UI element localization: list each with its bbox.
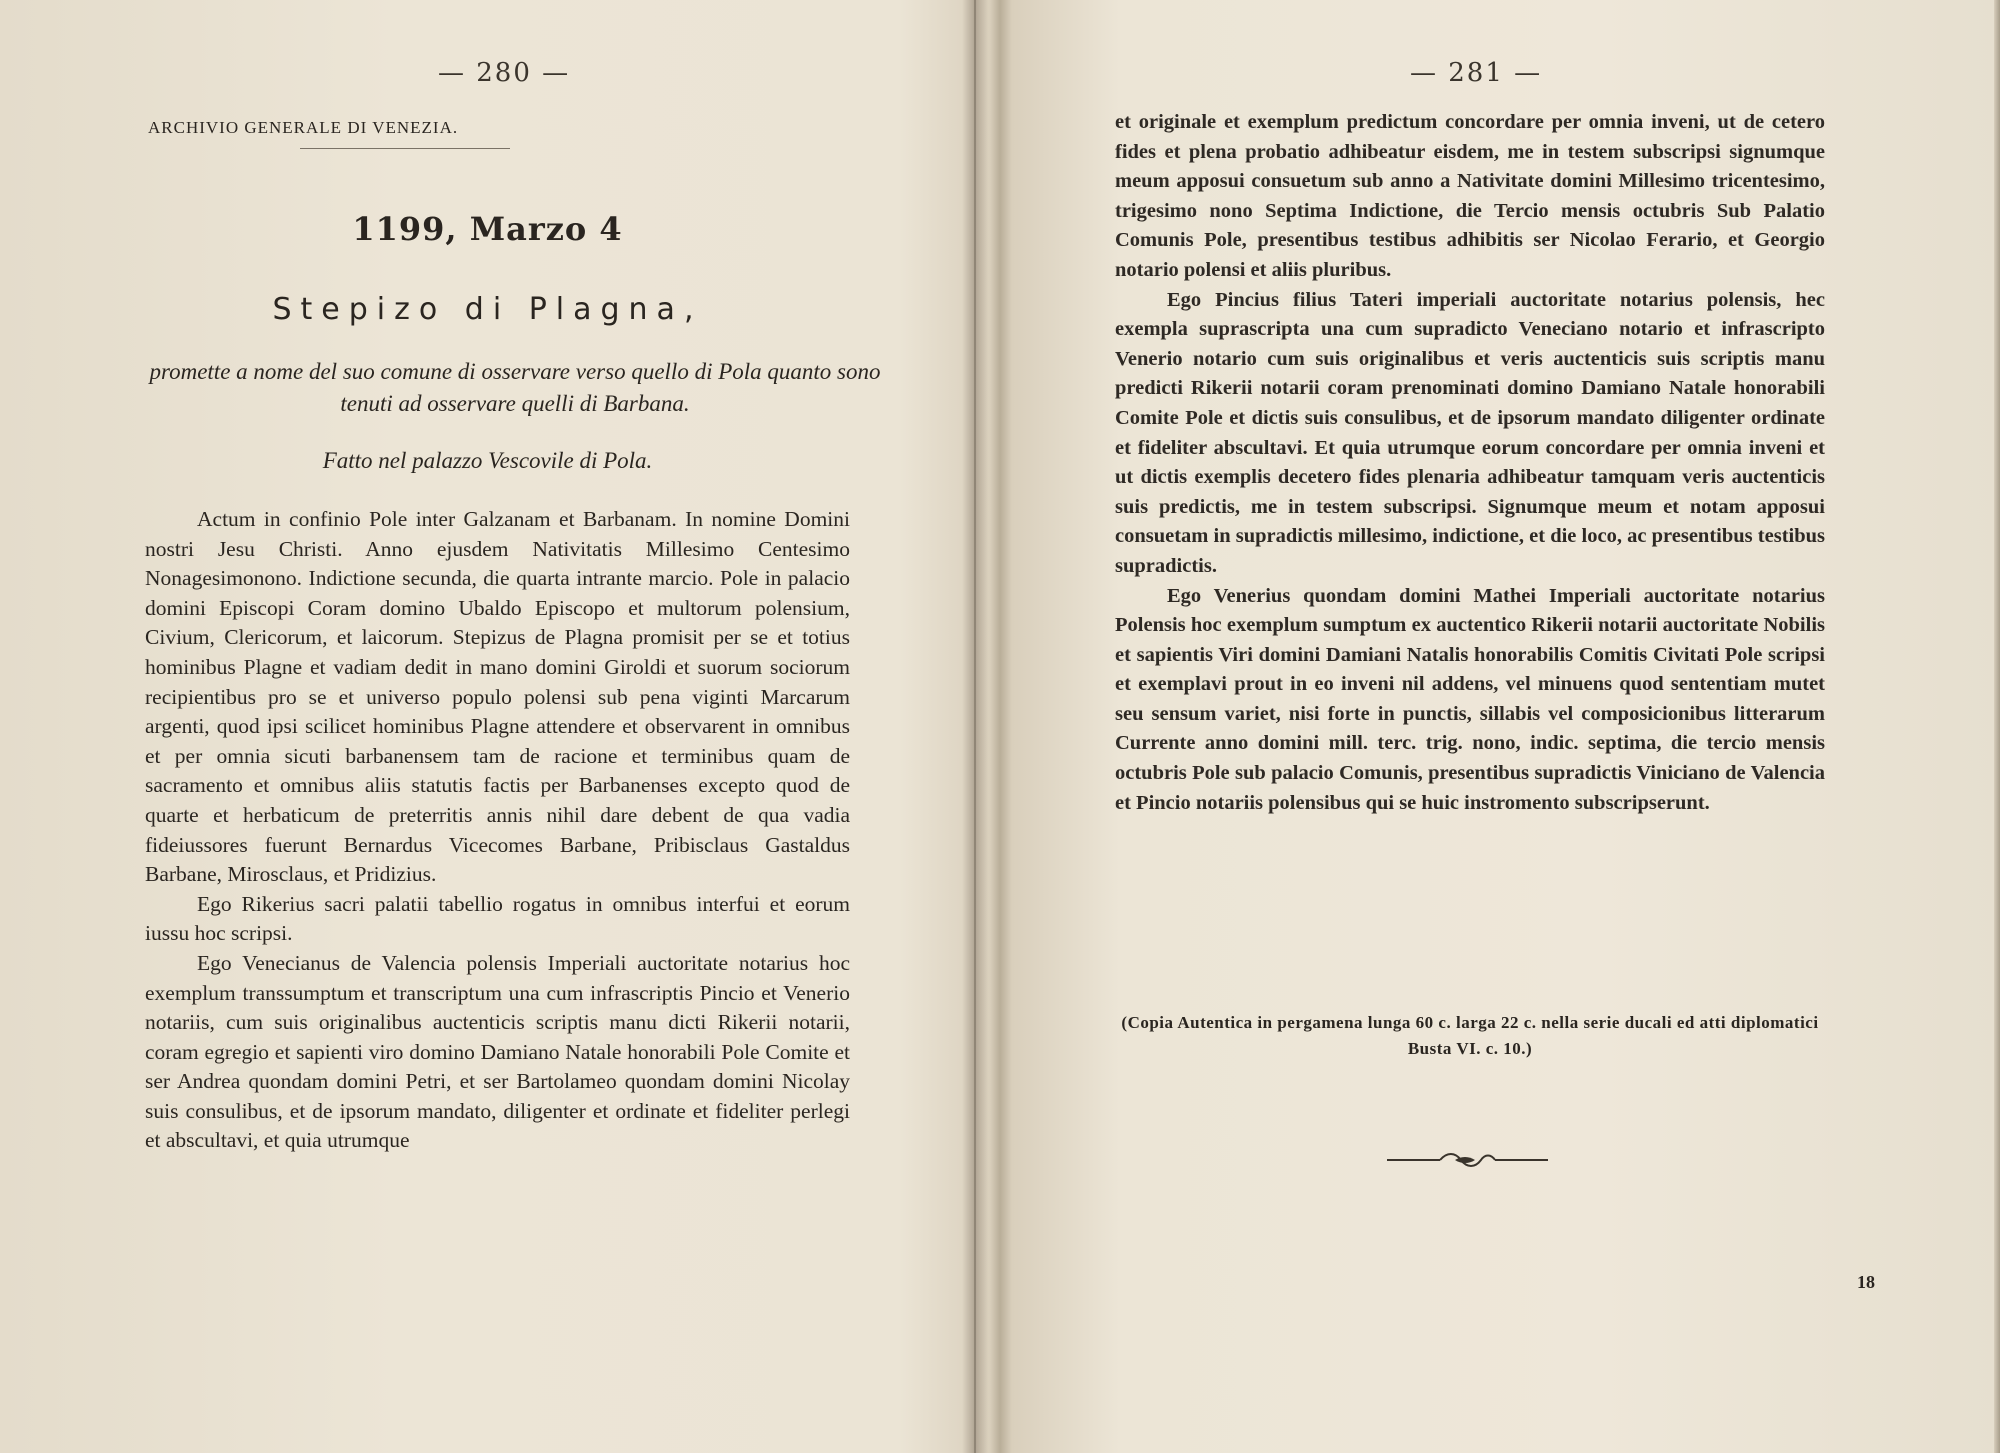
body-paragraph: Ego Pincius filius Tateri imperiali auctoritate notarius polensis, hec exempla suprascripta una cum supradicto Veneciano notario et infrascripto Venerio notario cum suis originalibus et veris auctenticis suis scriptis manu predicti Rikerii notarii coram prenominati domino Damiano Natale honorabili Comite Pole et dictis suis consulibus, et de ipsorum mandato diligenter ordinate et fideliter abscultavi. Et quia utrumque eorum concordare per omnia inveni et ut dictis exemplis decetero fides plenaria adhibeatur tamquam veris auctenticis suis predictis, me in testem subscripsi. Signumque meum et notam apposui consuetam in supradictis millesimo, indictione, et die loco, ac presentibus testibus supradictis. [1115,288,1825,577]
body-paragraph: et originale et exemplum predictum concordare per omnia inveni, ut de cetero fides et plena probatio adhibeatur eisdem, me in testem subscripsi signumque meum apposui consuetum sub anno a Nativitate domini Millesimo tricentesimo, trigesimo nono Septima Indictione, die Tercio mensis octubris Sub Palatio Comunis Pole, presentibus testibus adhibitis ser Nicolao Ferario, et Georgio notario polensi et aliis pluribus. [1115,111,1825,281]
document-place: Fatto nel palazzo Vescovile di Pola. [322,448,653,473]
running-head-rule [300,148,510,149]
right-page [975,0,2000,1453]
body-paragraph: Ego Venecianus de Valencia polensis Imperiali auctoritate notarius hoc exemplum transsumptum et transcriptum una cum infrascriptis Pincio et Venerio notariis, cum suis originalibus auctenticis scriptis manu dicti Rikerii notarii, coram egregio et sapienti viro domino Damiano Natale honorabili Pole Comite et ser Andrea quondam domini Petri, et ser Bartolameo quondam domini Nicolay suis consulibus, et de ipsorum mandato, diligenter et ordinate et fideliter perlegi et abscultavi, et quia utrumque [145,950,850,1153]
page-number-left: — 280 — [438,58,571,88]
body-paragraph: Ego Venerius quondam domini Mathei Imperiali auctoritate notarius Polensis hoc exemplum sumptum ex auctentico Rikerii notarii auctoritate Nobilis et sapientis Viri domini Damiani Natalis honorabilis Comitis Civitati Pole scripsi et exemplavi prout in eo inveni nil addens, vel minuens quod sententiam mutet seu sensum variet, nisi forte in punctis, sillabis vel composicionibus litterarum Currente anno domini mill. terc. trig. nono, indic. septima, die tercio mensis octubris Pole sub palacio Comunis, presentibus supradictis Viniciano de Valencia et Pincio notariis polensibus qui se huic instromento subscripserunt. [1115,584,1825,814]
printer-signature-mark: 18 [1857,1272,1875,1292]
document-date-heading: 1199, Marzo 4 [352,210,623,248]
left-body-text [145,505,850,1156]
document-party: Stepizo di Plagna, [272,292,703,327]
ornament-divider [1385,1148,1550,1172]
source-citation: (Copia Autentica in pergamena lunga 60 c. larga 22 c. nella serie ducali ed atti diplomatici Busta VI. c. 10.) [1121,1013,1819,1058]
body-paragraph: Actum in confinio Pole inter Galzanam et Barbanam. In nomine Domini nostri Jesu Christi. Anno ejusdem Nativitatis Millesimo Centesimo Nonagesimonono. Indictione secunda, die quarta intrante marcio. Pole in palacio domini Episcopi Coram domino Ubaldo Episcopo et multorum polensium, Civium, Clericorum, et laicorum. Stepizus de Plagna promisit per se et totius hominibus Plagne et vadiam dedit in mano domini Giroldi et suorum sociorum recipientibus pro se et universo populo polensi sub pena viginti Marcarum argenti, quod ipsi scilicet hominibus Plagne attendere et observarent in omnibus et per omnia sicuti barbanensem tam de racione et terminibus quam de sacramento et omnibus aliis statutis factis per Barbanenses excepto quod de quarte et herbaticum de preterritis annis nihil dare debent de qua vadia fideiussores fuerunt Bernardus Vicecomes Barbane, Pribisclaus Gastaldus Barbane, Mirosclaus, et Pridizius. [145,507,850,887]
running-head: ARCHIVIO GENERALE DI VENEZIA. [148,118,459,137]
page-edge [1994,0,2000,1453]
left-page [0,0,975,1453]
page-number-right: — 281 — [1410,58,1543,88]
document-summary: promette a nome del suo comune di osservare verso quello di Pola quanto sono tenuti ad osservare quelli di Barbana. [149,359,881,416]
right-body-text [1115,108,1825,818]
body-paragraph: Ego Rikerius sacri palatii tabellio rogatus in omnibus interfui et eorum iussu hoc scripsi. [145,891,850,946]
